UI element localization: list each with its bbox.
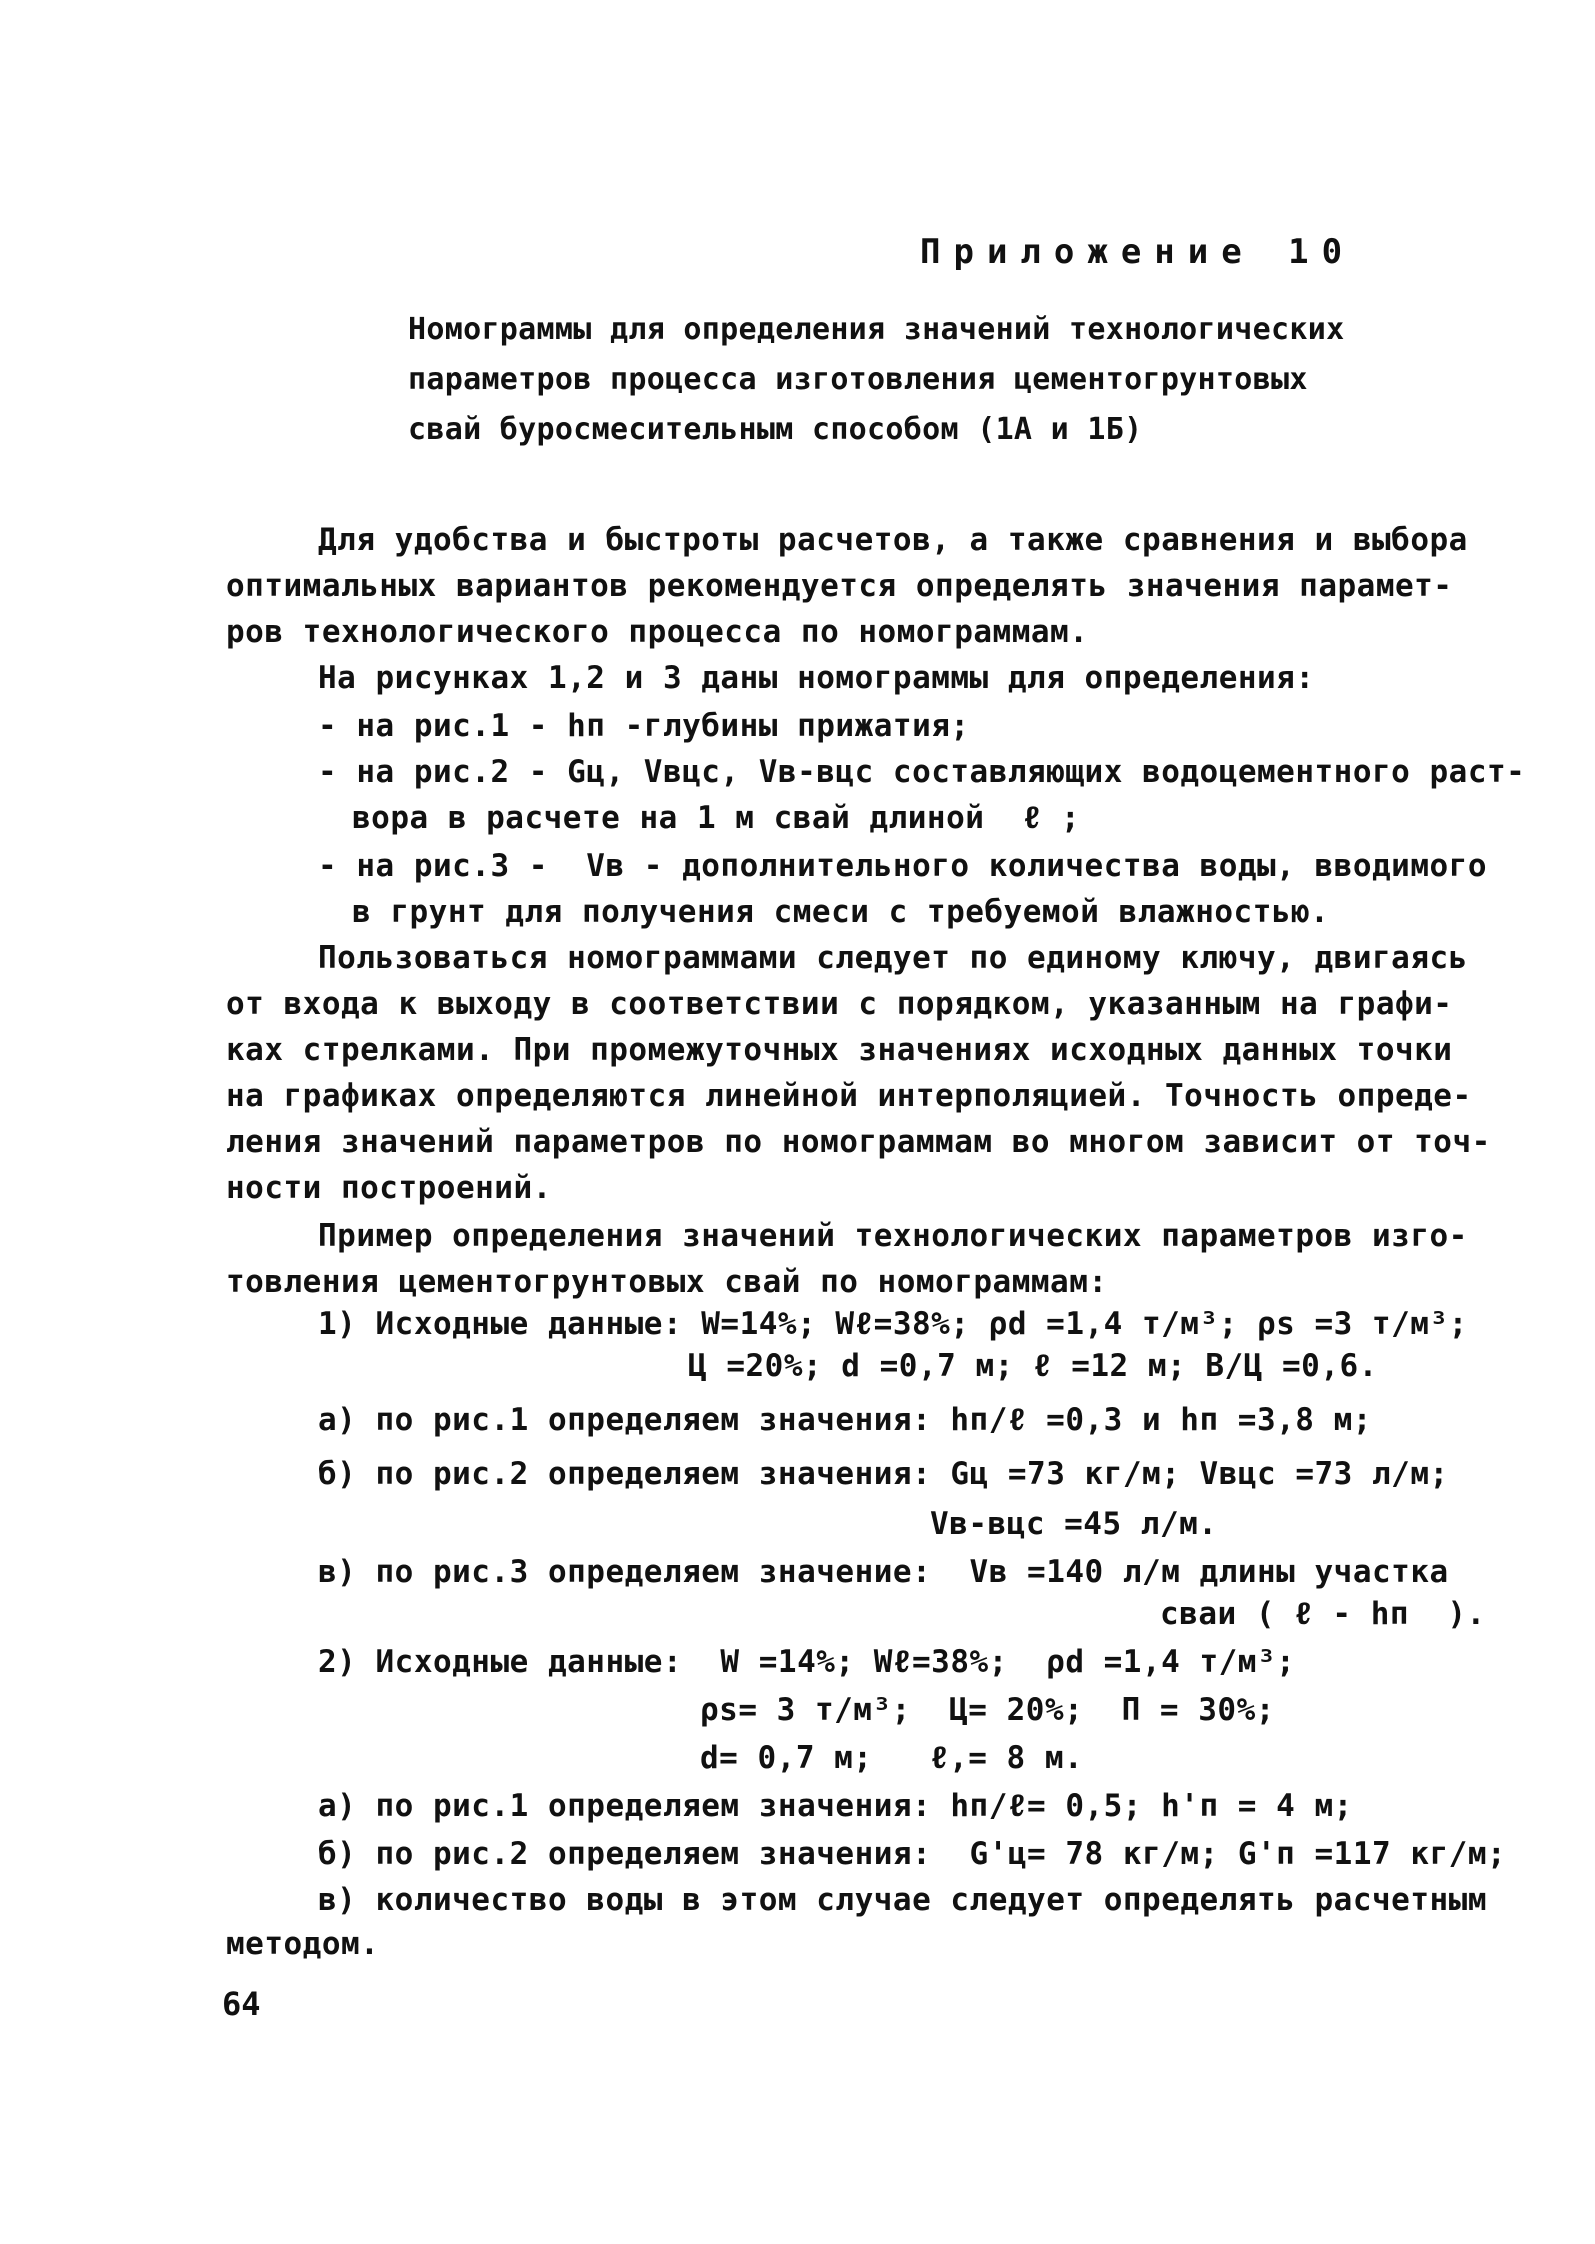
example1-step-b-cont: Vв-вцс =45 л/м. [930,1506,1218,1542]
example2-given-line-2: ρs= 3 т/м³; Ц= 20%; П = 30%; [700,1692,1275,1728]
list-item-3-cont: в грунт для получения смеси с требуемой влажностью. [352,894,1330,930]
example2-step-c: в) количество воды в этом случае следует определять расчетным [318,1882,1487,1918]
example1-step-b: б) по рис.2 определяем значения: Gц =73 кг/м; Vвцс =73 л/м; [318,1456,1449,1492]
example1-given-line-1: 1) Исходные данные: W=14%; Wℓ=38%; ρd =1,4 т/м³; ρs =3 т/м³; [318,1306,1468,1342]
usage-line-3: ках стрелками. При промежуточных значениях исходных данных точки [226,1032,1453,1068]
intro-line-1: Для удобства и быстроты расчетов, а также сравнения и выбора [318,522,1468,558]
example1-step-c-cont: сваи ( ℓ - hп ). [1160,1596,1486,1632]
list-item-1: - на рис.1 - hп -глубины прижатия; [318,708,970,744]
title-line-3: свай буросмесительным способом (1А и 1Б) [408,412,1143,447]
page-number: 64 [222,1985,261,2023]
appendix-heading: Приложение 10 [920,232,1356,272]
example-intro-line-2: товления цементогрунтовых свай по номограммам: [226,1264,1108,1300]
usage-line-1: Пользоваться номограммами следует по единому ключу, двигаясь [318,940,1468,976]
example-intro-line-1: Пример определения значений технологических параметров изго- [318,1218,1468,1254]
example2-given-line-3: d= 0,7 м; ℓ,= 8 м. [700,1740,1084,1776]
list-item-2-cont: вора в расчете на 1 м свай длиной ℓ ; [352,800,1081,836]
usage-line-5: ления значений параметров по номограммам во многом зависит от точ- [226,1124,1491,1160]
list-item-2: - на рис.2 - Gц, Vвцс, Vв-вцс составляющих водоцементного раст- [318,754,1526,790]
title-line-2: параметров процесса изготовления цементогрунтовых [408,362,1308,397]
example1-given-line-2: Ц =20%; d =0,7 м; ℓ =12 м; В/Ц =0,6. [688,1348,1378,1384]
intro-line-4: На рисунках 1,2 и 3 даны номограммы для определения: [318,660,1315,696]
usage-line-6: ности построений. [226,1170,552,1206]
list-item-3: - на рис.3 - Vв - дополнительного количества воды, вводимого [318,848,1487,884]
title-line-1: Номограммы для определения значений технологических [408,312,1345,347]
example2-step-a: а) по рис.1 определяем значения: hп/ℓ= 0,5; h'п = 4 м; [318,1788,1353,1824]
example2-step-b: б) по рис.2 определяем значения: G'ц= 78 кг/м; G'п =117 кг/м; [318,1836,1507,1872]
example1-step-a: а) по рис.1 определяем значения: hп/ℓ =0,3 и hп =3,8 м; [318,1402,1372,1438]
usage-line-2: от входа к выходу в соответствии с порядком, указанным на графи- [226,986,1453,1022]
example2-step-c-cont: методом. [226,1926,380,1962]
intro-line-3: ров технологического процесса по номограммам. [226,614,1089,650]
example2-given-line-1: 2) Исходные данные: W =14%; Wℓ=38%; ρd =1,4 т/м³; [318,1644,1296,1680]
usage-line-4: на графиках определяются линейной интерполяцией. Точность опреде- [226,1078,1472,1114]
intro-line-2: оптимальных вариантов рекомендуется определять значения парамет- [226,568,1453,604]
example1-step-c: в) по рис.3 определяем значение: Vв =140 л/м длины участка [318,1554,1449,1590]
